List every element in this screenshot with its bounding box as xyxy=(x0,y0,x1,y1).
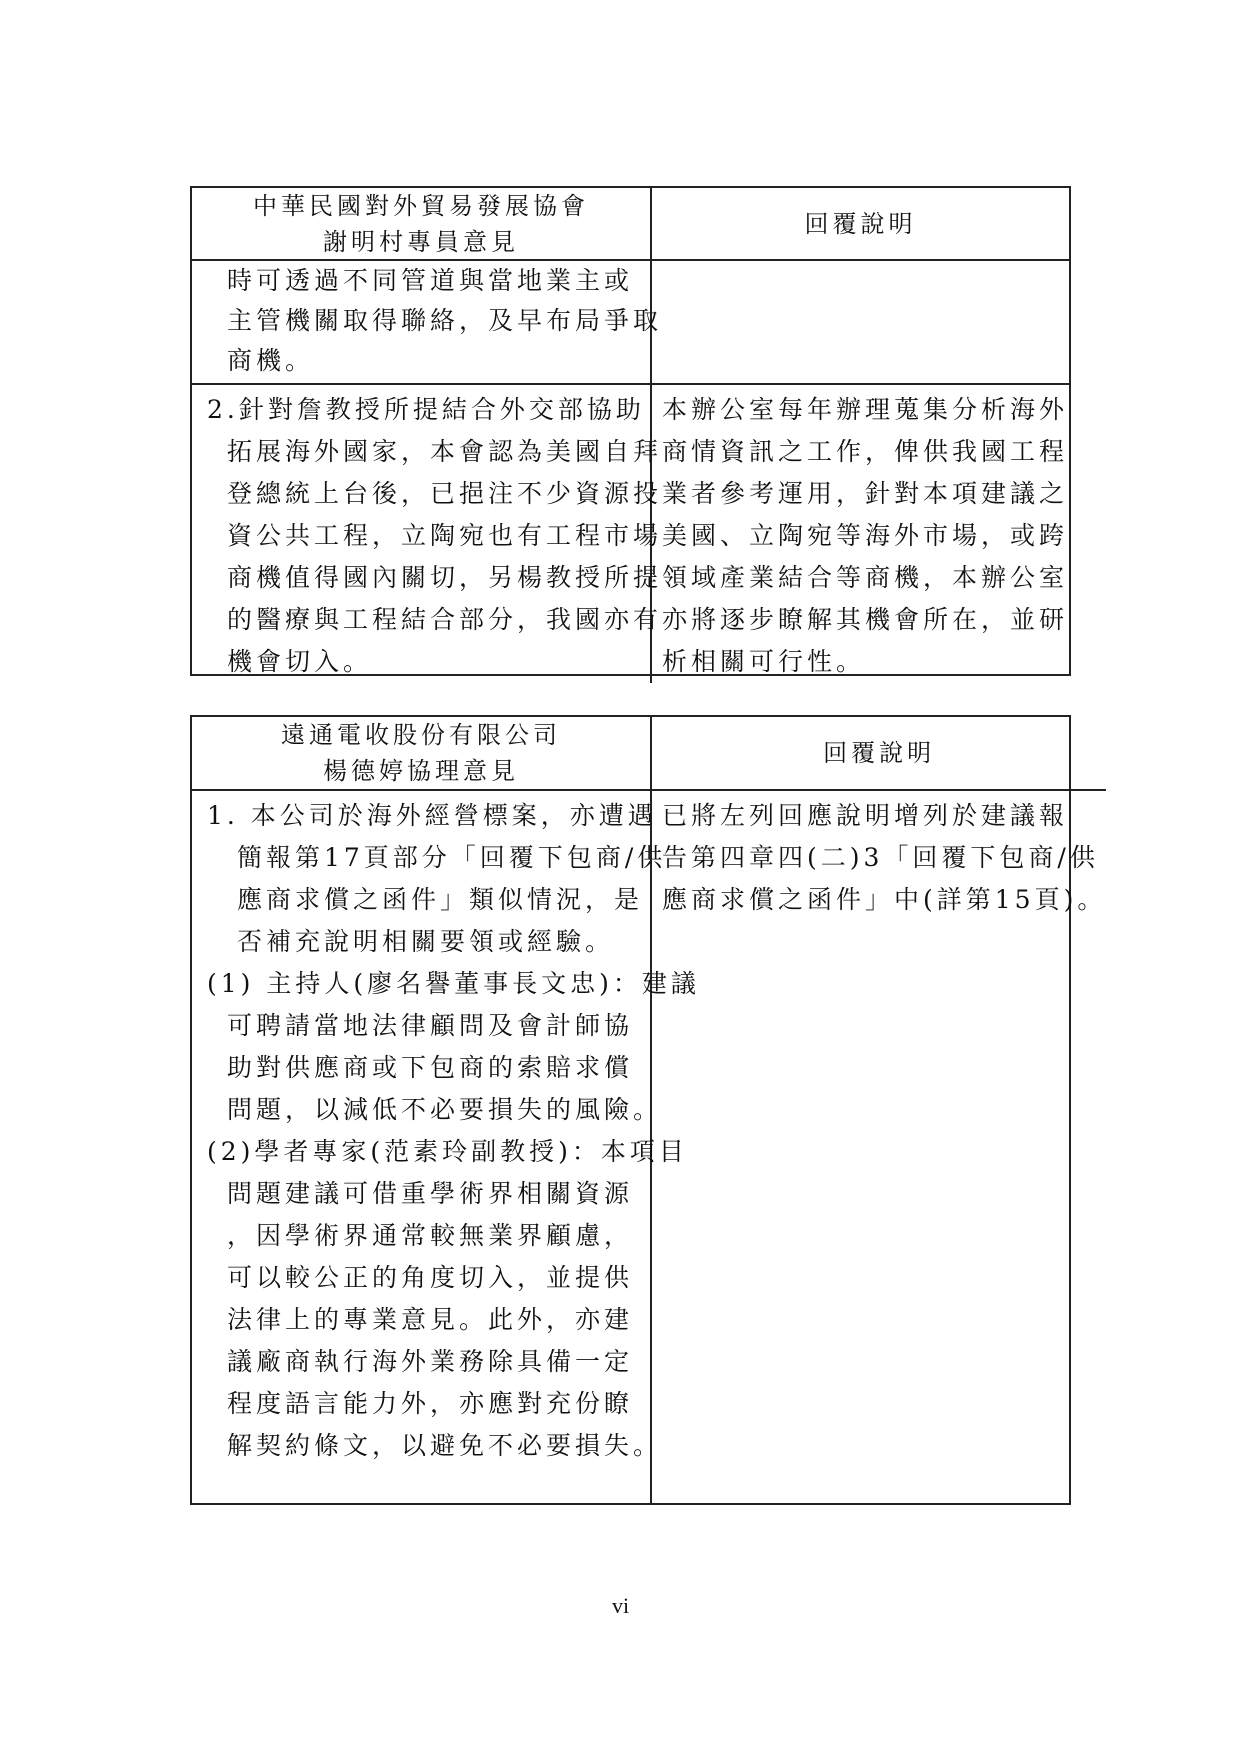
text-line: (2)學者專家(范素玲副教授)：本項目 xyxy=(207,1137,688,1166)
text-line: 可以較公正的角度切入，並提供 xyxy=(227,1263,634,1292)
text-line: 應商求償之函件」中(詳第15頁)。 xyxy=(662,885,1107,914)
text-line: 程度語言能力外，亦應對充份瞭 xyxy=(227,1389,634,1418)
text-line: 否補充說明相關要領或經驗。 xyxy=(237,927,615,956)
page-number: vi xyxy=(611,1593,630,1618)
table1-row2-right xyxy=(652,385,1069,683)
table1-header-org: 中華民國對外貿易發展協會 xyxy=(253,191,589,220)
text-line: 資公共工程，立陶宛也有工程市場 xyxy=(227,521,663,550)
text-line: 商情資訊之工作，俾供我國工程 xyxy=(662,437,1069,466)
text-line: 的醫療與工程結合部分，我國亦有 xyxy=(227,605,663,634)
text-line: 已將左列回應說明增列於建議報 xyxy=(662,801,1069,830)
table2-header-right xyxy=(652,717,1106,791)
text-line: 議廠商執行海外業務除具備一定 xyxy=(227,1347,634,1376)
table2-body-right xyxy=(652,791,1106,1503)
text-line: 析相關可行性。 xyxy=(662,647,866,676)
table1-row1-left xyxy=(192,261,663,385)
opinion-table-1 xyxy=(190,186,1071,676)
text-line: 登總統上台後，已挹注不少資源投 xyxy=(227,479,663,508)
table1-row2-left xyxy=(192,385,663,683)
text-line: 問題，以減低不必要損失的風險。 xyxy=(227,1095,663,1124)
table2-header-reply: 回覆說明 xyxy=(823,739,936,767)
table2-header-left xyxy=(192,717,652,791)
text-line: 法律上的專業意見。此外，亦建 xyxy=(227,1305,634,1334)
table2-header-org: 遠通電收股份有限公司 xyxy=(281,721,561,749)
text-line: 商機。 xyxy=(227,346,315,375)
text-line: 時可透過不同管道與當地業主或 xyxy=(227,266,634,295)
text-line: 解契約條文，以避免不必要損失。 xyxy=(227,1431,663,1460)
text-line: 主管機關取得聯絡，及早布局爭取 xyxy=(227,306,663,335)
opinion-table-2 xyxy=(190,715,1107,1505)
text-line: ，因學術界通常較無業界顧慮， xyxy=(227,1221,634,1250)
text-line: 本辦公室每年辦理蒐集分析海外 xyxy=(662,395,1069,424)
text-line: 1. 本公司於海外經營標案，亦遭遇 xyxy=(207,801,657,830)
text-line: 助對供應商或下包商的索賠求償 xyxy=(227,1053,634,1082)
text-line: 應商求償之函件」類似情況，是 xyxy=(237,885,644,914)
text-line: (1) 主持人(廖名譽董事長文忠)：建議 xyxy=(207,969,700,998)
text-line: 拓展海外國家，本會認為美國自拜 xyxy=(227,437,663,466)
text-line: 問題建議可借重學術界相關資源 xyxy=(227,1179,634,1208)
text-line: 告第四章四(二)3「回覆下包商/供 xyxy=(662,843,1099,872)
text-line: 亦將逐步瞭解其機會所在，並研 xyxy=(662,605,1069,634)
text-line: 美國、立陶宛等海外市場，或跨 xyxy=(662,521,1069,550)
table1-header-left xyxy=(192,188,652,261)
table2-body-left xyxy=(192,791,700,1503)
text-line: 簡報第17頁部分「回覆下包商/供 xyxy=(237,843,667,872)
table1-row1-right xyxy=(652,261,1069,385)
text-line: 機會切入。 xyxy=(227,647,373,676)
table1-header-person: 謝明村專員意見 xyxy=(323,227,519,256)
text-line: 領域產業結合等商機，本辦公室 xyxy=(662,563,1069,592)
text-line: 2.針對詹教授所提結合外交部協助 xyxy=(207,395,645,424)
text-line: 可聘請當地法律顧問及會計師協 xyxy=(227,1011,634,1040)
table2-header-person: 楊德婷協理意見 xyxy=(323,757,519,785)
text-line: 業者參考運用，針對本項建議之 xyxy=(662,479,1069,508)
table1-header-right xyxy=(652,188,1069,261)
table1-header-reply: 回覆說明 xyxy=(804,209,917,238)
text-line: 商機值得國內關切，另楊教授所提 xyxy=(227,563,663,592)
